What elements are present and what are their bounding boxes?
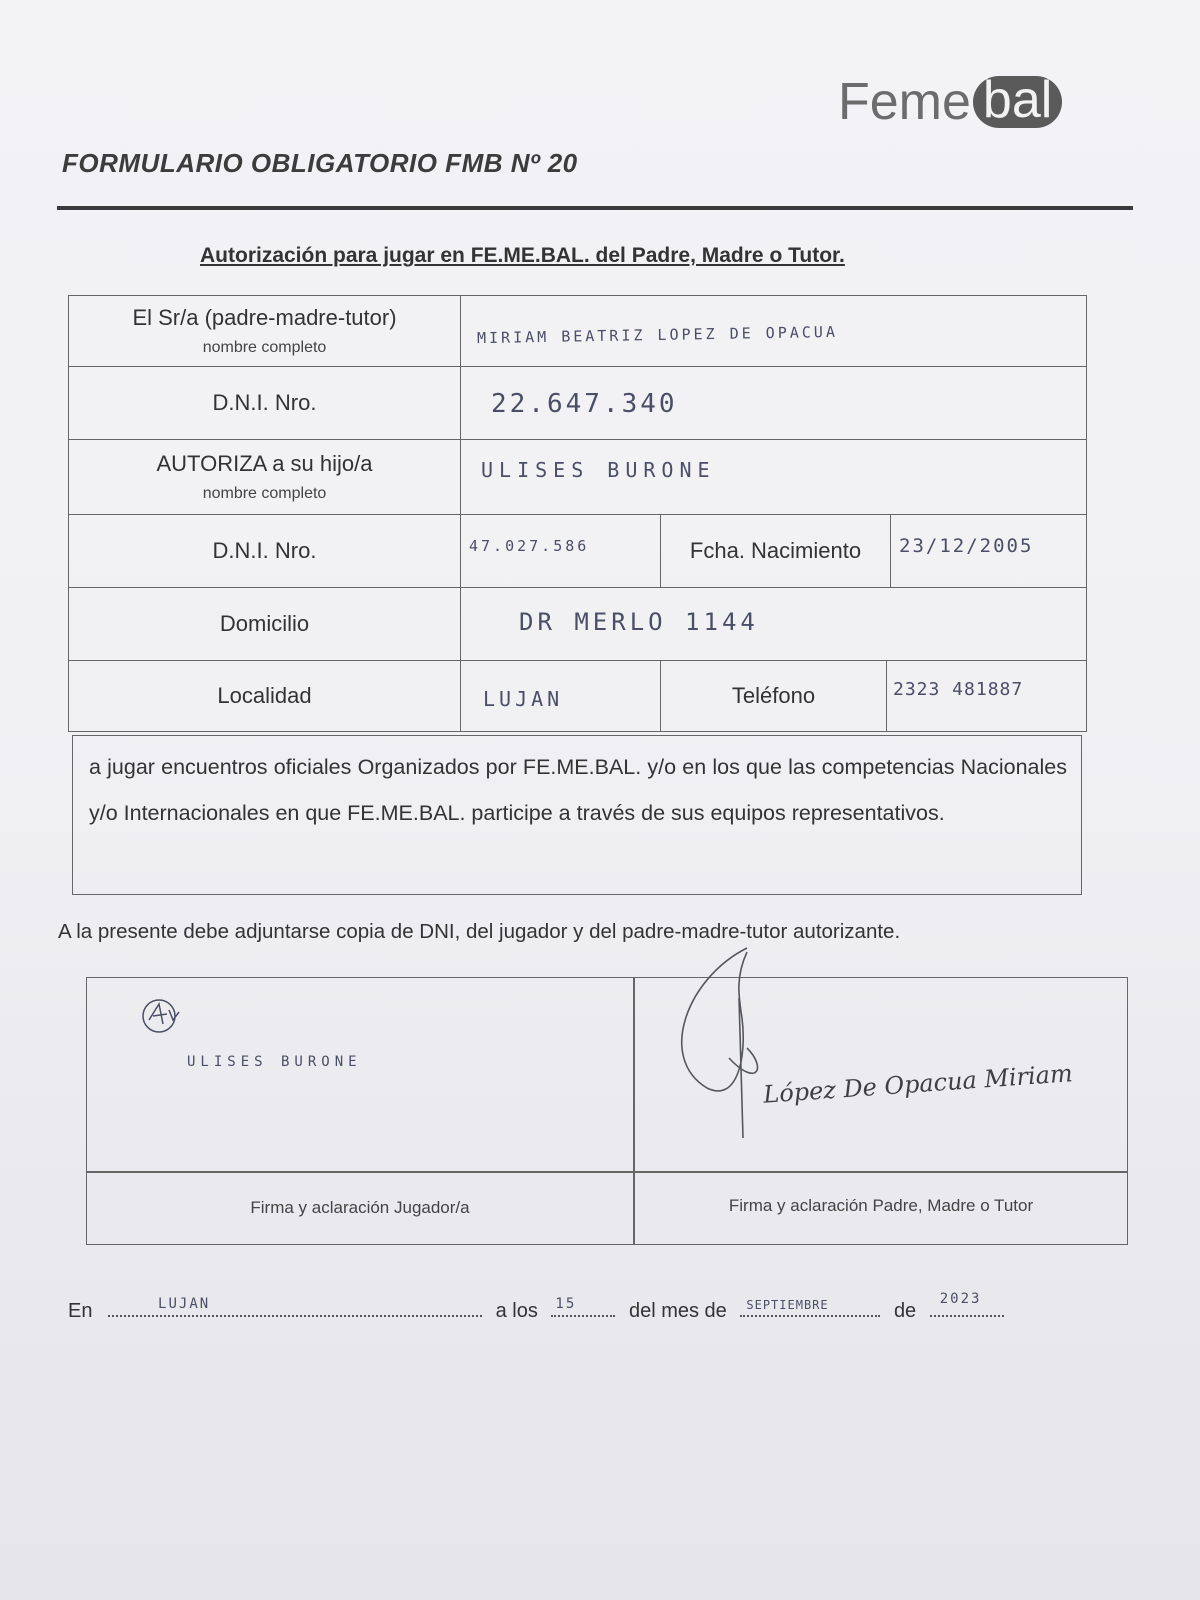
child-dni-label-cell bbox=[69, 515, 461, 587]
child-dni-value: 47.027.586 bbox=[469, 537, 590, 555]
year-label: de bbox=[893, 1300, 917, 1322]
tutor-dni-label-cell bbox=[69, 367, 461, 439]
child-name-label: AUTORIZA a su hijo/a bbox=[156, 451, 373, 476]
authorization-form-table bbox=[68, 295, 1087, 732]
authorization-paragraph: a jugar encuentros oficiales Organizados por FE.ME.BAL. y/o en los que las competencias Nacionales y/o Internacionales en que FE.ME.BAL. participe a través de sus equipos representativos. bbox=[72, 735, 1082, 895]
birth-date-label: Fcha. Nacimiento bbox=[689, 538, 862, 563]
month-value: SEPTIEMBRE bbox=[746, 1298, 829, 1312]
tutor-name-value: MIRIAM BEATRIZ LOPEZ DE OPACUA bbox=[476, 322, 839, 348]
birth-date-label-cell bbox=[661, 515, 891, 587]
logo-box-text: bal bbox=[973, 76, 1062, 128]
tutor-dni-value: 22.647.340 bbox=[491, 389, 678, 419]
tutor-name-label-cell bbox=[69, 296, 461, 366]
child-name-value: ULISES BURONE bbox=[481, 458, 716, 482]
child-dni-value-cell[interactable] bbox=[461, 515, 661, 587]
month-label: del mes de bbox=[628, 1300, 727, 1322]
form-title: FORMULARIO OBLIGATORIO FMB Nº 20 bbox=[62, 148, 578, 178]
city-label: Localidad bbox=[217, 683, 312, 708]
tutor-name-label: El Sr/a (padre-madre-tutor) bbox=[132, 305, 397, 330]
player-signature-mark bbox=[139, 990, 199, 1040]
phone-label-cell bbox=[661, 661, 887, 731]
en-label: En bbox=[68, 1300, 93, 1322]
birth-date-value-cell[interactable] bbox=[891, 515, 1087, 587]
place-field[interactable] bbox=[108, 1293, 482, 1317]
child-name-value-cell[interactable] bbox=[461, 440, 1087, 514]
phone-label: Teléfono bbox=[731, 683, 816, 708]
child-name-sublabel: nombre completo bbox=[202, 485, 327, 502]
title-divider bbox=[57, 206, 1133, 210]
tutor-dni-row bbox=[69, 366, 1087, 439]
tutor-name-sublabel: nombre completo bbox=[202, 339, 327, 356]
address-value-cell[interactable] bbox=[461, 588, 1087, 660]
city-value: LUJAN bbox=[483, 687, 564, 711]
city-phone-row bbox=[69, 660, 1087, 732]
tutor-name-row bbox=[69, 295, 1087, 366]
player-clarification: ULISES BURONE bbox=[187, 1054, 362, 1070]
address-label-cell bbox=[69, 588, 461, 660]
year-field[interactable] bbox=[930, 1293, 1004, 1317]
month-field[interactable] bbox=[740, 1293, 880, 1317]
form-subtitle: Autorización para jugar en FE.ME.BAL. del Padre, Madre o Tutor. bbox=[200, 244, 845, 267]
city-value-cell[interactable] bbox=[461, 661, 661, 731]
player-signature-caption: Firma y aclaración Jugador/a bbox=[250, 1198, 470, 1217]
place-date-line bbox=[68, 1293, 1004, 1323]
tutor-name-value-cell[interactable] bbox=[461, 296, 1087, 366]
femebal-logo bbox=[838, 70, 1062, 134]
child-name-label-cell bbox=[69, 440, 461, 514]
tutor-clarification: López De Opacua Miriam bbox=[762, 1059, 1074, 1109]
signature-box bbox=[86, 977, 1128, 1245]
day-value: 15 bbox=[555, 1296, 577, 1312]
signature-divider-horizontal bbox=[87, 1171, 1127, 1173]
address-label: Domicilio bbox=[219, 611, 310, 636]
city-label-cell bbox=[69, 661, 461, 731]
child-name-row bbox=[69, 439, 1087, 514]
child-dni-row bbox=[69, 514, 1087, 587]
tutor-signature-caption: Firma y aclaración Padre, Madre o Tutor bbox=[728, 1196, 1034, 1215]
phone-value-cell[interactable] bbox=[887, 661, 1087, 731]
logo-text: Feme bbox=[838, 73, 971, 131]
tutor-dni-value-cell[interactable] bbox=[461, 367, 1087, 439]
place-value: LUJAN bbox=[158, 1296, 211, 1312]
tutor-signature-scribble bbox=[647, 938, 827, 1158]
phone-value: 2323 481887 bbox=[893, 679, 1024, 700]
address-row bbox=[69, 587, 1087, 660]
day-field[interactable] bbox=[551, 1293, 615, 1317]
attachment-note: A la presente debe adjuntarse copia de DNI, del jugador y del padre-madre-tutor autorizante. bbox=[58, 920, 901, 943]
child-dni-label: D.N.I. Nro. bbox=[212, 538, 317, 563]
tutor-dni-label: D.N.I. Nro. bbox=[212, 390, 317, 415]
birth-date-value: 23/12/2005 bbox=[899, 535, 1034, 557]
address-value: DR MERLO 1144 bbox=[519, 608, 759, 636]
a-los-label: a los bbox=[495, 1300, 538, 1322]
year-value: 2023 bbox=[939, 1291, 982, 1307]
